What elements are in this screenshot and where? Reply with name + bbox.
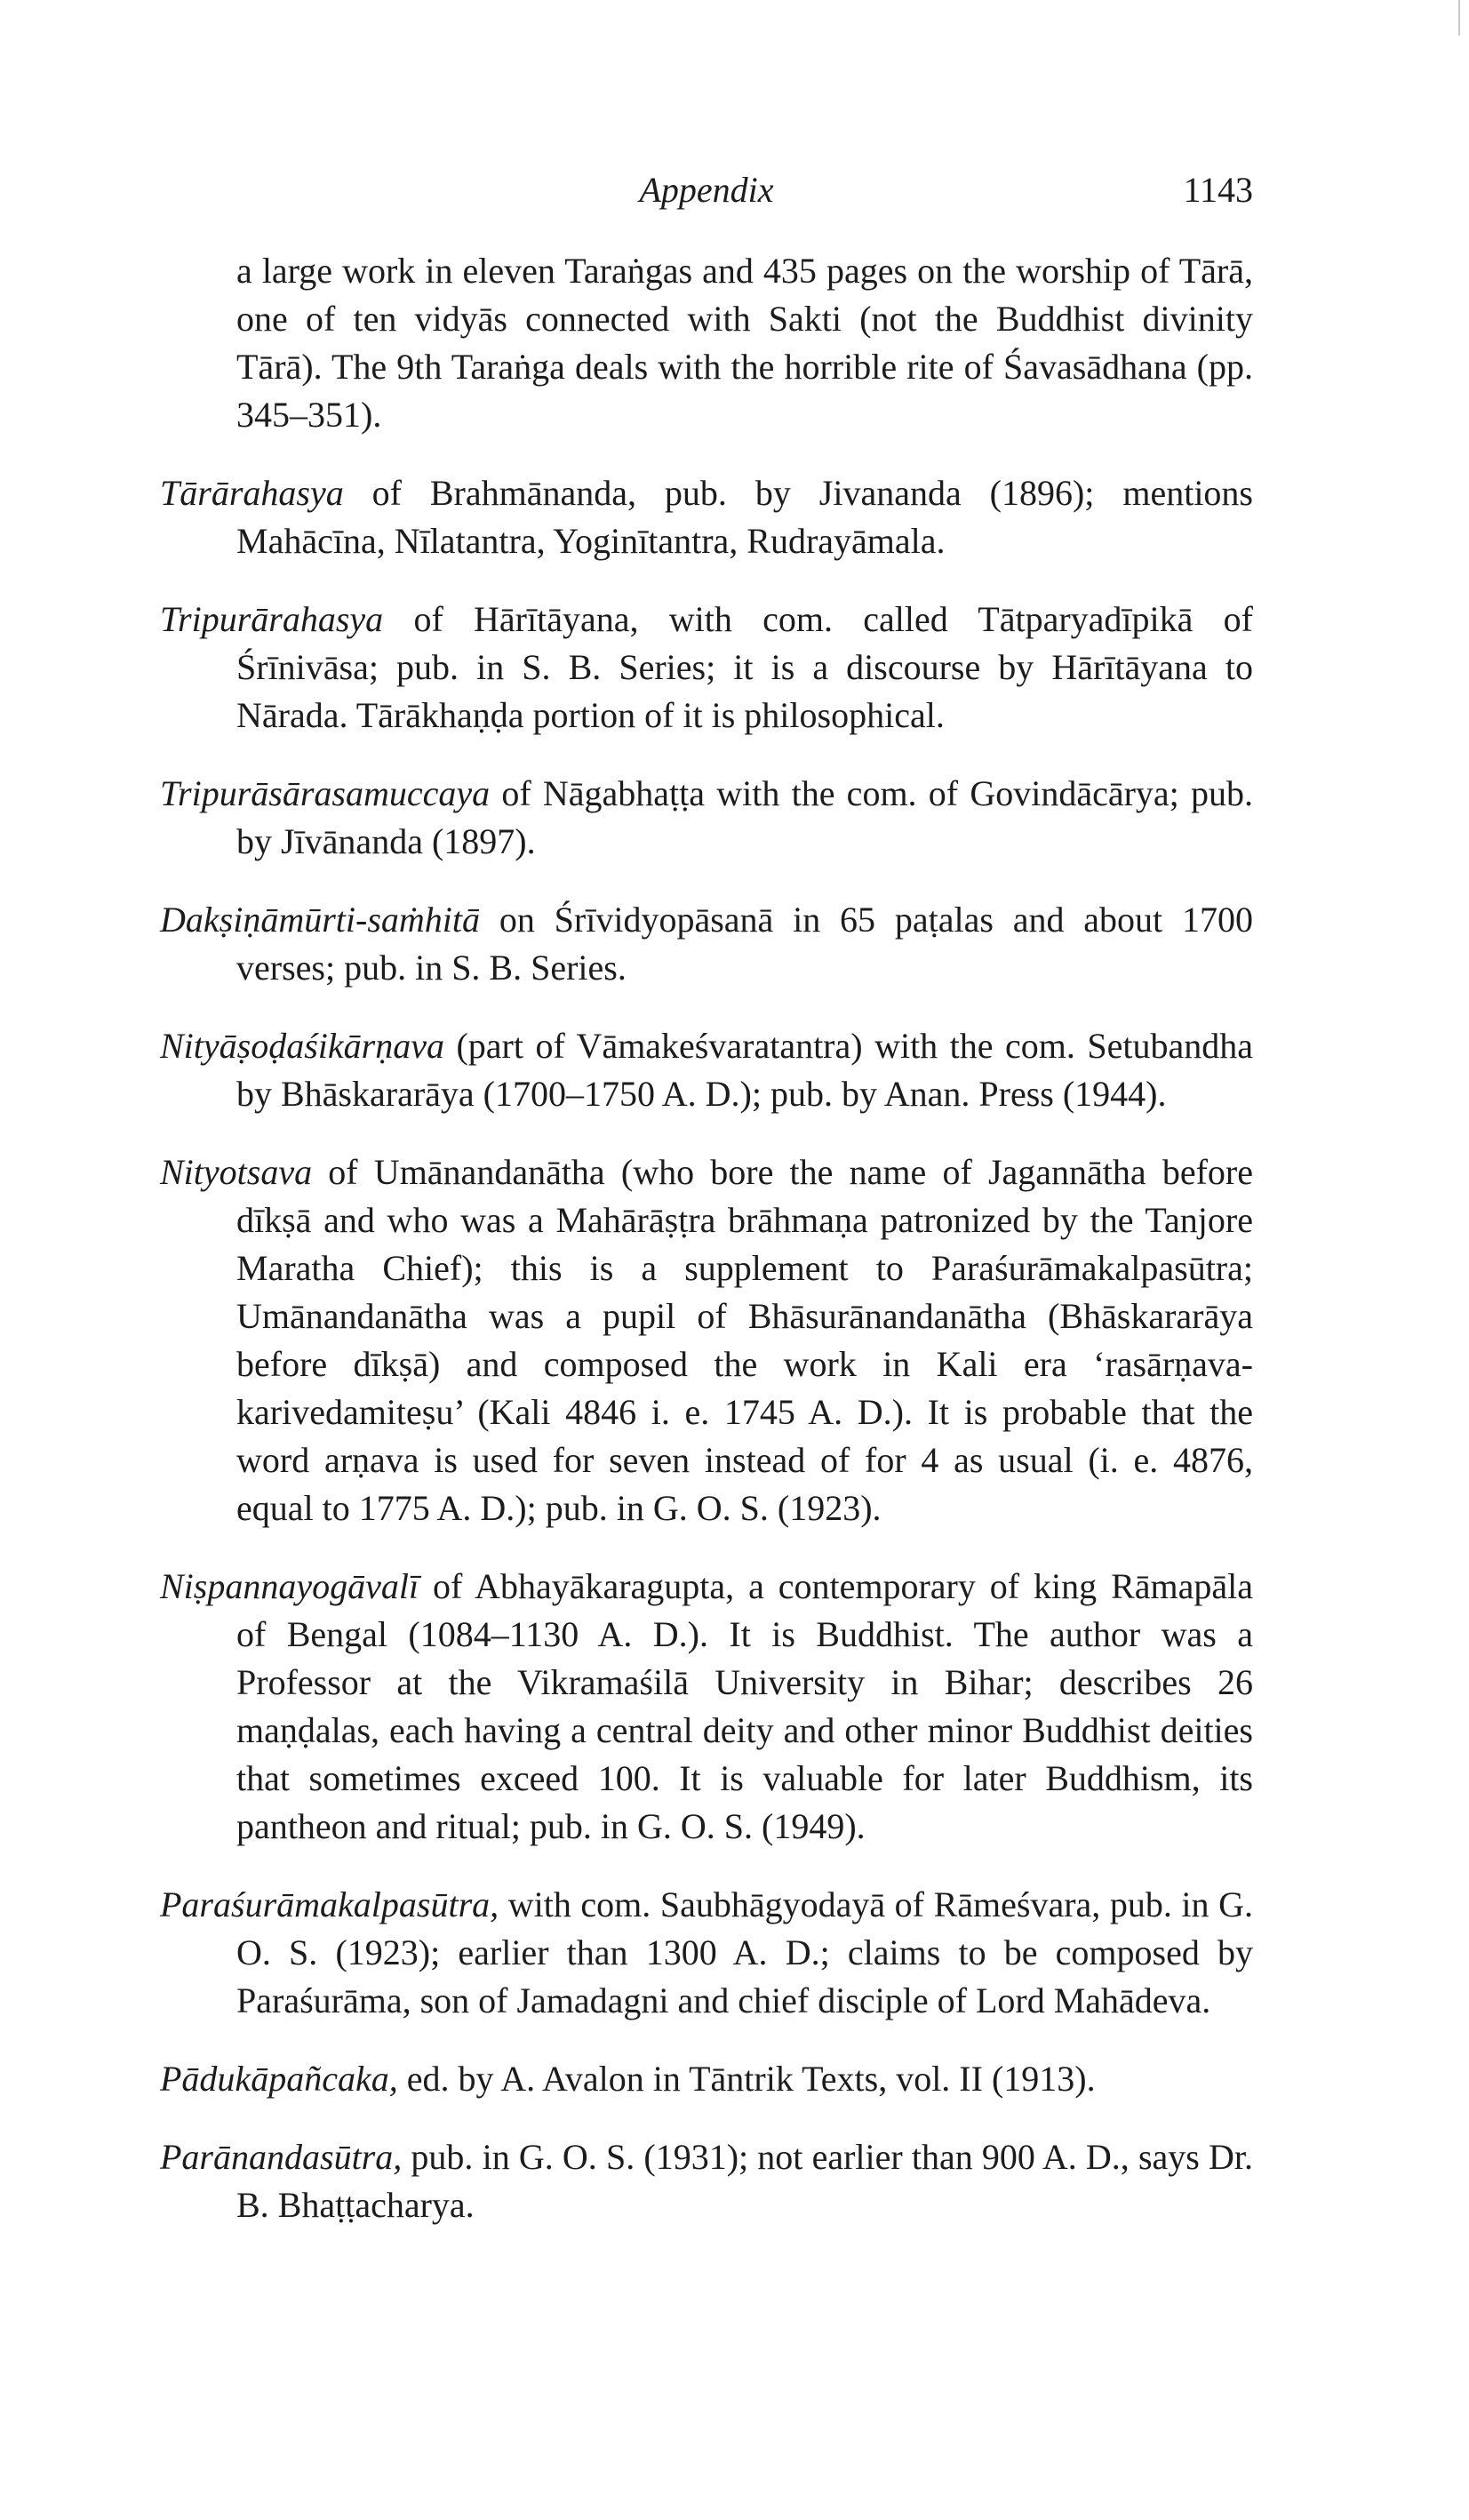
entry-text: (part of Vāmakeśvaratantra) with the com. Setubandha by Bhāskararāya (1700–1750 A. D.); pub. by Anan. Press (1944). (236, 1026, 1253, 1114)
entry-title: Niṣpannayogāvalī (160, 1566, 419, 1606)
bibliography-entry (160, 896, 1253, 992)
bibliography-entry (160, 1148, 1253, 1532)
entry-text: of Hārītāyana, with com. called Tātparyadīpikā of Śrīnivāsa; pub. in S. B. Series; it is a discourse by Hārītāyana to Nārada. Tārākhaṇḍa portion of it is philosophical. (236, 599, 1253, 735)
entry-text: with com. Saubhāgyodayā of Rāmeśvara, pub. in G. O. S. (1923); earlier than 1300 A. D.; claims to be composed by Paraśurāma, son of Jamadagni and chief disciple of Lord Mahādeva. (236, 1884, 1253, 2020)
entry-title: Nityotsava (160, 1152, 313, 1192)
bibliography-entry (160, 770, 1253, 866)
entry-title: Tripurāsārasamuccaya (160, 773, 491, 813)
entry-title: Nityāṣoḍaśikārṇava (160, 1026, 444, 1066)
bibliography-entry (160, 1881, 1253, 2025)
entry-title: Paraśurāmakalpasūtra, (160, 1884, 499, 1924)
entry-text: of Brahmānanda, pub. by Jivananda (1896); mentions Mahācīna, Nīlatantra, Yoginītantra, Rudrayāmala. (236, 473, 1253, 561)
entry-title: Tārārahasya (160, 473, 344, 513)
entry-text: of Nāgabhaṭṭa with the com. of Govindācārya; pub. by Jīvānanda (1897). (236, 773, 1253, 861)
entry-title: Tripurārahasya (160, 599, 384, 639)
entry-title: Pādukāpañcaka, (160, 2059, 398, 2099)
bibliography-entry (160, 2055, 1253, 2103)
bibliography-entry (160, 1563, 1253, 1851)
entry-text: a large work in eleven Taraṅgas and 435 pages on the worship of Tārā, one of ten vidyās connected with Sakti (not the Buddhist divinity Tārā). The 9th Taraṅga deals with the horrible rite of Śavasādhana (pp. 345–351). (236, 251, 1253, 435)
entry-text: ed. by A. Avalon in Tāntrik Texts, vol. II (1913). (397, 2059, 1096, 2099)
entry-text: of Abhayākaragupta, a contemporary of king Rāmapāla of Bengal (1084–1130 A. D.). It is Buddhist. The author was a Professor at the Vikramaśilā University in Bihar; describes 26 maṇḍalas, each having a central deity and other minor Buddhist deities that sometimes exceed 100. It is valuable for later Buddhism, its pantheon and ritual; pub. in G. O. S. (1949). (236, 1566, 1253, 1846)
bibliography-entry (160, 2133, 1253, 2229)
bibliography-entry (160, 469, 1253, 565)
entry-text: pub. in G. O. S. (1931); not earlier than 900 A. D., says Dr. B. Bhaṭṭacharya. (236, 2137, 1253, 2225)
page-header (160, 162, 1253, 215)
entry-text: of Umānandanātha (who bore the name of Jagannātha before dīkṣā and who was a Mahārāṣṭra brāhmaṇa patronized by the Tanjore Maratha Chief); this is a supplement to Paraśurāmakalpasūtra; Umānandanātha was a pupil of Bhāsurānandanātha (Bhāskararāya before dīkṣā) and composed the work in Kali era ‘rasārṇava-karivedamiteṣu’ (Kali 4846 i. e. 1745 A. D.). It is probable that the word arṇava is used for seven instead of for 4 as usual (i. e. 4876, equal to 1775 A. D.); pub. in G. O. S. (1923). (236, 1152, 1253, 1528)
entry-title: Dakṣiṇāmūrti-saṁhitā (160, 900, 480, 940)
entry-title: Parānandasūtra, (160, 2137, 403, 2177)
running-title: Appendix (639, 170, 774, 210)
bibliography-entry-continued (160, 247, 1253, 439)
margin-mark (1458, 0, 1460, 36)
bibliography-entry (160, 596, 1253, 740)
bibliography-entry (160, 1022, 1253, 1118)
entry-text: on Śrīvidyopāsanā in 65 paṭalas and about 1700 verses; pub. in S. B. Series. (236, 900, 1253, 988)
bibliography-entries (160, 247, 1253, 2260)
page-number: 1143 (1183, 170, 1253, 210)
